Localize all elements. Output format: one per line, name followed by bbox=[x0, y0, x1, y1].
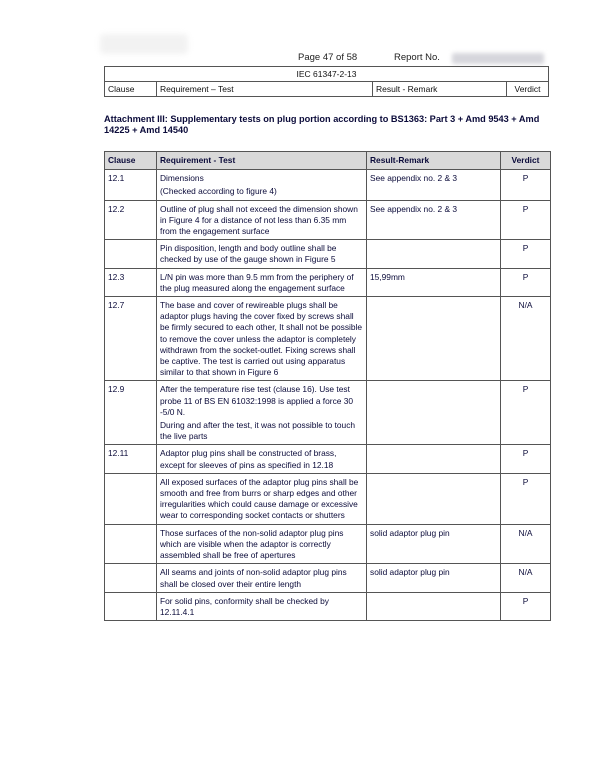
result-cell bbox=[367, 473, 501, 524]
result-cell: 15,99mm bbox=[367, 268, 501, 296]
table-header-row bbox=[105, 152, 551, 170]
report-number-label: Report No. bbox=[394, 52, 440, 63]
requirement-text: Dimensions bbox=[160, 173, 204, 184]
requirement-cell bbox=[157, 240, 367, 268]
table-row bbox=[105, 592, 551, 620]
page-number: Page 47 of 58 bbox=[298, 52, 358, 63]
verdict-cell: P bbox=[501, 592, 551, 620]
clause-cell bbox=[105, 473, 157, 524]
requirement-text: All seams and joints of non-solid adaptor plug pins shall be closed over their entire length bbox=[160, 567, 347, 589]
requirement-column-header: Requirement - Test bbox=[157, 152, 367, 170]
requirement-cell bbox=[157, 268, 367, 296]
table-row bbox=[105, 564, 551, 592]
clause-cell bbox=[105, 240, 157, 268]
table-row bbox=[105, 297, 551, 381]
requirements-table bbox=[104, 151, 551, 621]
verdict-cell: N/A bbox=[501, 564, 551, 592]
requirement-text: After the temperature rise test (clause 16). Use test probe 11 of BS EN 61032:1998 is applied a force 30 -5/0 N. bbox=[160, 384, 354, 417]
result-cell: See appendix no. 2 & 3 bbox=[367, 200, 501, 240]
result-cell: solid adaptor plug pin bbox=[367, 564, 501, 592]
requirement-text: The base and cover of rewireable plugs shall be adaptor plugs having the cover fixed by screws shall be firmly secured to each other, It shall not be possible to remove the cover unless the adaptor is completely withdrawn from the socket-outlet. Fixing screws shall be captive. The test is carried out using apparatus similar to that shown in Figure 6 bbox=[160, 300, 363, 378]
attachment-title: Attachment III: Supplementary tests on plug portion according to BS1363: Part 3 + Amd 9543 + Amd 14225 + Amd 14540 bbox=[104, 114, 540, 135]
table-row bbox=[105, 473, 551, 524]
verdict-cell: P bbox=[501, 268, 551, 296]
top-requirement-header: Requirement – Test bbox=[157, 82, 373, 97]
verdict-cell: P bbox=[501, 200, 551, 240]
requirement-cell bbox=[157, 592, 367, 620]
requirement-cell bbox=[157, 297, 367, 381]
result-cell: solid adaptor plug pin bbox=[367, 524, 501, 564]
requirement-cell bbox=[157, 381, 367, 445]
company-logo bbox=[100, 34, 188, 54]
requirement-text: Pin disposition, length and body outline shall be checked by use of the gauge shown in Figure 5 bbox=[160, 243, 337, 265]
table-row bbox=[105, 445, 551, 473]
clause-cell: 12.7 bbox=[105, 297, 157, 381]
table-row bbox=[105, 268, 551, 296]
requirement-text: (Checked according to figure 4) bbox=[160, 186, 277, 197]
top-clause-header: Clause bbox=[105, 82, 157, 97]
top-verdict-header: Verdict bbox=[507, 82, 549, 97]
verdict-cell: N/A bbox=[501, 524, 551, 564]
top-result-header: Result - Remark bbox=[373, 82, 507, 97]
verdict-cell: N/A bbox=[501, 297, 551, 381]
verdict-cell: P bbox=[501, 445, 551, 473]
requirement-text: For solid pins, conformity shall be checked by 12.11.4.1 bbox=[160, 595, 329, 617]
result-cell bbox=[367, 381, 501, 445]
redacted-report-number bbox=[452, 53, 544, 64]
result-cell bbox=[367, 445, 501, 473]
table-row bbox=[105, 200, 551, 240]
result-cell: See appendix no. 2 & 3 bbox=[367, 170, 501, 200]
clause-cell: 12.9 bbox=[105, 381, 157, 445]
verdict-cell: P bbox=[501, 473, 551, 524]
standard-header-table bbox=[104, 66, 549, 97]
verdict-cell: P bbox=[501, 381, 551, 445]
requirement-cell bbox=[157, 564, 367, 592]
requirement-text: All exposed surfaces of the adaptor plug pins shall be smooth and free from burrs or sharp edges and other irregularities which could cause damage or excessive wear to corresponding socket contacts or shutters bbox=[160, 476, 359, 521]
clause-cell: 12.11 bbox=[105, 445, 157, 473]
requirement-text: Outline of plug shall not exceed the dimension shown in Figure 4 for a distance of not less than 6.35 mm from the engagement surface bbox=[160, 203, 358, 237]
requirement-cell bbox=[157, 524, 367, 564]
requirement-text: Adaptor plug pins shall be constructed of brass, except for sleeves of pins as specified in 12.18 bbox=[160, 448, 337, 470]
verdict-cell: P bbox=[501, 170, 551, 200]
requirement-cell bbox=[157, 200, 367, 240]
requirement-text: L/N pin was more than 9.5 mm from the periphery of the plug measured along the engagement surface bbox=[160, 271, 354, 293]
table-row bbox=[105, 381, 551, 445]
verdict-column-header: Verdict bbox=[501, 152, 551, 170]
result-cell bbox=[367, 240, 501, 268]
clause-cell bbox=[105, 524, 157, 564]
table-row bbox=[105, 170, 551, 200]
table-row bbox=[105, 240, 551, 268]
standard-name: IEC 61347-2-13 bbox=[105, 67, 549, 82]
clause-column-header: Clause bbox=[105, 152, 157, 170]
result-column-header: Result-Remark bbox=[367, 152, 501, 170]
requirement-cell bbox=[157, 170, 367, 200]
table-row bbox=[105, 524, 551, 564]
requirement-text: Those surfaces of the non-solid adaptor plug pins which are visible when the adaptor is correctly assembled shall be free of apertures bbox=[160, 527, 344, 561]
clause-cell bbox=[105, 592, 157, 620]
clause-cell: 12.1 bbox=[105, 170, 157, 200]
clause-cell bbox=[105, 564, 157, 592]
result-cell bbox=[367, 297, 501, 381]
requirement-cell bbox=[157, 473, 367, 524]
clause-cell: 12.2 bbox=[105, 200, 157, 240]
verdict-cell: P bbox=[501, 240, 551, 268]
requirement-cell bbox=[157, 445, 367, 473]
requirement-text: During and after the test, it was not possible to touch the live parts bbox=[160, 420, 356, 442]
result-cell bbox=[367, 592, 501, 620]
clause-cell: 12.3 bbox=[105, 268, 157, 296]
